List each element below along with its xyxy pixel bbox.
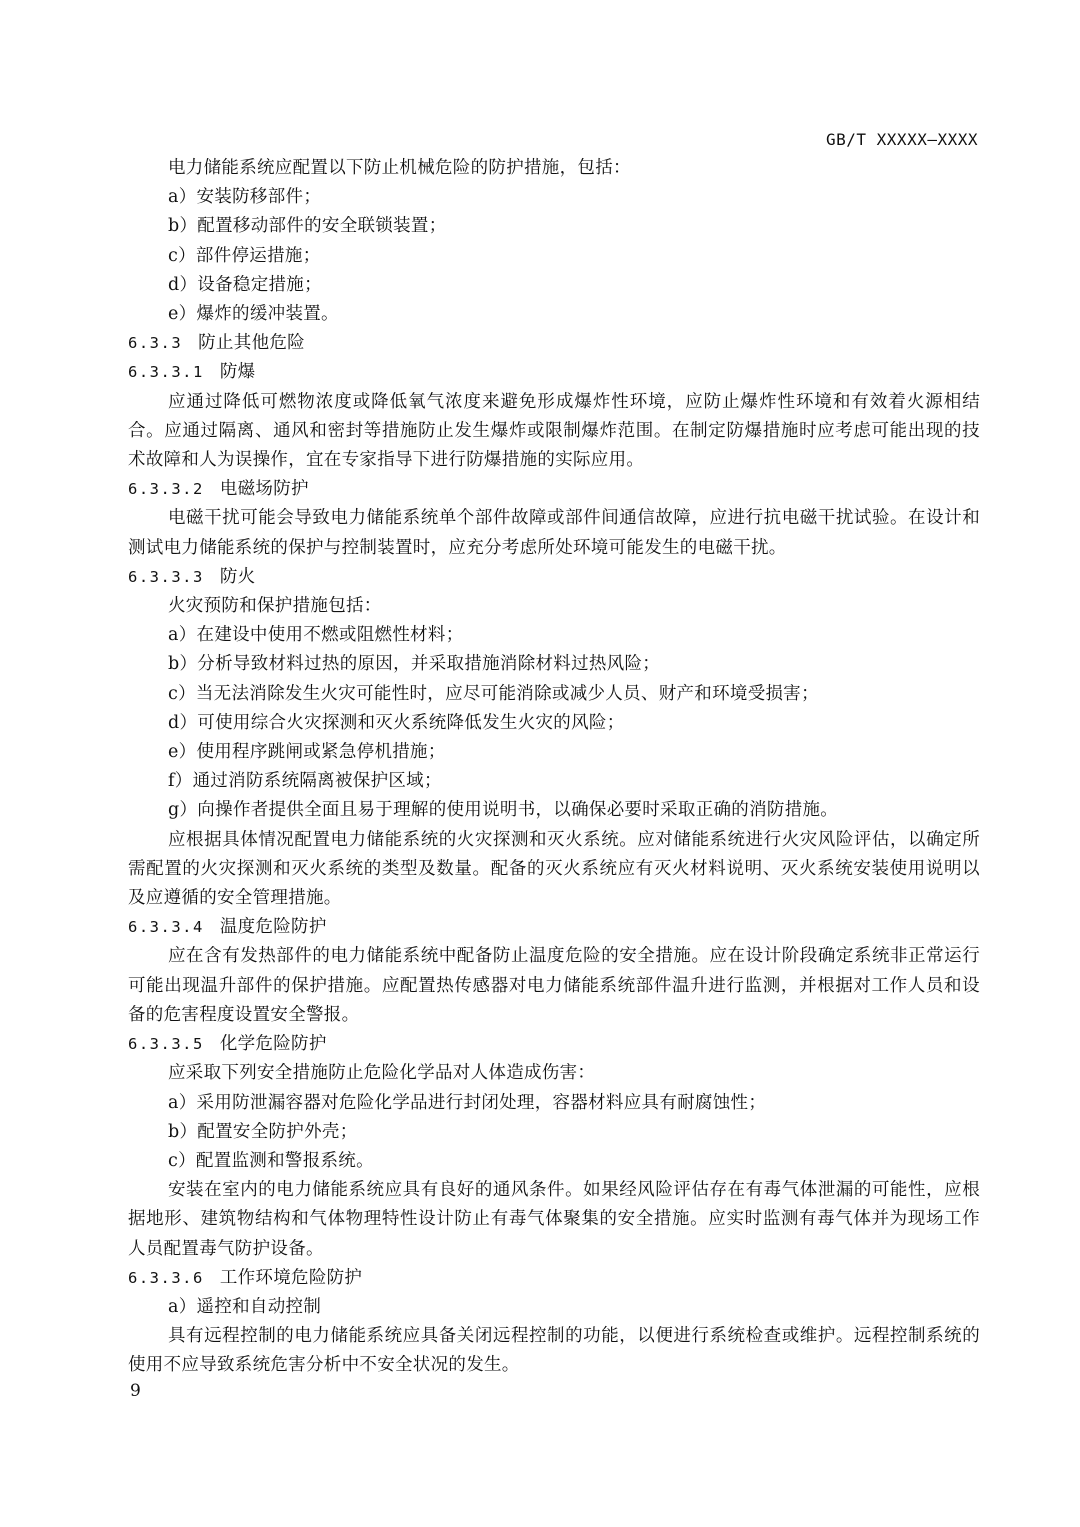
section-heading <box>128 1264 980 1293</box>
section-number: 6.3.3.1 <box>128 363 204 382</box>
page-number: 9 <box>130 1381 141 1401</box>
paragraph: 应在含有发热部件的电力储能系统中配备防止温度危险的安全措施。应在设计阶段确定系统非正常运行可能出现温升部件的保护措施。应配置热传感器对电力储能系统部件温升进行监测，并根据对工作人员和设备的危害程度设置安全警报。 <box>128 946 980 1025</box>
section-title: 温度危险防护 <box>219 917 327 938</box>
list-item: a）采用防泄漏容器对危险化学品进行封闭处理，容器材料应具有耐腐蚀性； <box>168 1092 767 1113</box>
standard-code: GB/T XXXXX—XXXX <box>826 130 978 149</box>
list-item: c）配置监测和警报系统。 <box>168 1150 374 1171</box>
paragraph: 电磁干扰可能会导致电力储能系统单个部件故障或部件间通信故障，应进行抗电磁干扰试验。在设计和测试电力储能系统的保护与控制装置时，应充分考虑所处环境可能发生的电磁干扰。 <box>128 508 980 558</box>
section-number: 6.3.3.3 <box>128 567 204 586</box>
section-title: 化学危险防护 <box>219 1034 327 1055</box>
paragraph: 应根据具体情况配置电力储能系统的火灾探测和灭火系统。应对储能系统进行火灾风险评估，以确定所需配置的火灾探测和灭火系统的类型及数量。配备的灭火系统应有灭火材料说明、灭火系统安装使用说明以及应遵循的安全管理措施。 <box>128 829 980 909</box>
section-heading <box>128 358 980 387</box>
section-heading <box>128 475 980 504</box>
section-heading <box>128 1030 980 1059</box>
section-title: 防火 <box>219 566 256 587</box>
list-item: d）可使用综合火灾探测和灭火系统降低发生火灾的风险； <box>168 712 625 733</box>
list-item: a）遥控和自动控制 <box>168 1296 322 1317</box>
paragraph: 安装在室内的电力储能系统应具有良好的通风条件。如果经风险评估存在有毒气体泄漏的可能性，应根据地形、建筑物结构和气体物理特性设计防止有毒气体聚集的安全措施。应实时监测有毒气体并为现场工作人员配置毒气防护设备。 <box>128 1180 980 1259</box>
paragraph: 火灾预防和保护措施包括： <box>168 596 382 617</box>
section-number: 6.3.3.5 <box>128 1035 204 1054</box>
list-item: b）配置移动部件的安全联锁装置； <box>168 216 447 237</box>
list-item: a）安装防移部件； <box>168 187 322 208</box>
section-title: 防止其他危险 <box>198 333 305 354</box>
section-title: 电磁场防护 <box>219 479 309 500</box>
paragraph: 具有远程控制的电力储能系统应具备关闭远程控制的功能，以便进行系统检查或维护。远程控制系统的使用不应导致系统危害分析中不安全状况的发生。 <box>128 1326 980 1376</box>
paragraph: 应采取下列安全措施防止危险化学品对人体造成伤害： <box>168 1063 596 1084</box>
section-heading <box>128 329 980 358</box>
section-heading <box>128 563 980 592</box>
list-item: e）爆炸的缓冲装置。 <box>168 304 339 325</box>
list-item: c）部件停运措施； <box>168 245 321 266</box>
section-number: 6.3.3.4 <box>128 918 204 937</box>
section-title: 防爆 <box>219 362 256 383</box>
list-item: g）向操作者提供全面且易于理解的使用说明书，以确保必要时采取正确的消防措施。 <box>168 800 839 821</box>
list-item: b）配置安全防护外壳； <box>168 1121 358 1142</box>
section-title: 工作环境危险防护 <box>219 1267 363 1288</box>
paragraph: 应通过降低可燃物浓度或降低氧气浓度来避免形成爆炸性环境，应防止爆炸性环境和有效着火源相结合。应通过隔离、通风和密封等措施防止发生爆炸或限制爆炸范围。在制定防爆措施时应考虑可能出现的技术故障和人为误操作，宜在专家指导下进行防爆措施的实际应用。 <box>128 391 980 471</box>
document-body <box>128 154 980 1381</box>
list-item: d）设备稳定措施； <box>168 274 322 295</box>
section-number: 6.3.3 <box>128 334 183 353</box>
list-item: e）使用程序跳闸或紧急停机措施； <box>168 742 446 763</box>
list-item: f）通过消防系统隔离被保护区域； <box>168 771 442 792</box>
section-heading <box>128 913 980 942</box>
paragraph: 电力储能系统应配置以下防止机械危险的防护措施，包括： <box>168 158 631 178</box>
section-number: 6.3.3.6 <box>128 1268 204 1287</box>
section-number: 6.3.3.2 <box>128 480 204 499</box>
list-item: b）分析导致材料过热的原因，并采取措施消除材料过热风险； <box>168 654 661 675</box>
list-item: c）当无法消除发生火灾可能性时，应尽可能消除或减少人员、财产和环境受损害； <box>168 683 819 704</box>
list-item: a）在建设中使用不燃或阻燃性材料； <box>168 625 464 646</box>
